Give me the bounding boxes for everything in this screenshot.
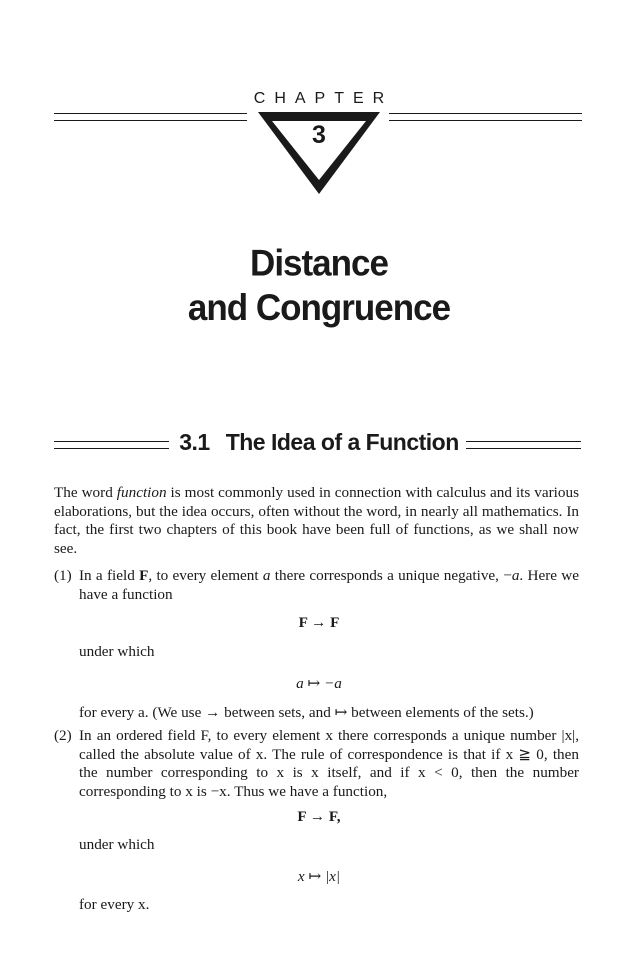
display-equation: a ↦ −a [296,675,342,692]
chapter-title-line-2: and Congruence [187,287,451,329]
for-every-text: for every a. (We use → between sets, and ↦ between elements of the sets.) [79,704,534,721]
display-equation: F → F, [297,808,341,825]
intro-paragraph: The word function is most commonly used in connection with calculus and its various elaborations, but the idea occurs, often without the word, in nearly all mathematics. In fact, the first two chapters of this book have been full of functions, as we shall now see. [54,484,580,557]
header-rule-right-top [389,113,582,114]
under-which-text: under which [79,836,155,853]
list-item-text: In an ordered field F, to every element x there corresponds a unique number |x|, called the absolute value of x. The rule of correspondence is that if x ≧ 0, then the number corresponding to x is x itself, and if x < 0, then the number corresponding to x is −x. Thus we have a function, [79,727,579,800]
emphasis-function: function [116,484,167,501]
chapter-number: 3 [312,121,326,149]
under-which-text: under which [79,643,155,660]
display-equation: x ↦ |x| [297,868,341,885]
list-item-marker: (1) [54,567,72,584]
display-equation: F → F [298,614,340,631]
section-title: The Idea of a Function [225,429,459,455]
list-item-marker: (2) [54,727,72,744]
for-every-text: for every x. [79,896,150,913]
chapter-label: CHAPTER [253,90,394,107]
section-heading [0,429,638,456]
chapter-title [0,241,638,330]
header-rule-left-top [54,113,247,114]
section-number: 3.1 [179,429,210,455]
chapter-title-line-1: Distance [250,242,388,284]
list-item-text: In a field F, to every element a there corresponds a unique negative, −a. Here we have a function [79,567,580,603]
